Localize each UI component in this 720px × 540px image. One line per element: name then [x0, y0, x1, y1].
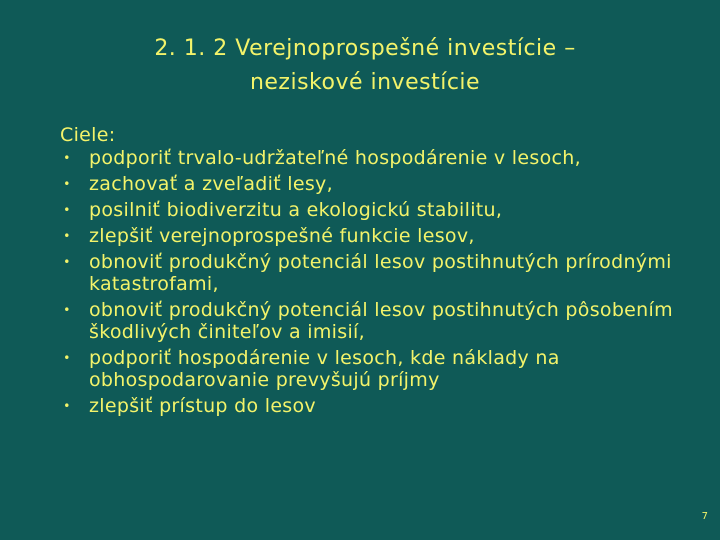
list-item — [60, 251, 680, 295]
bullet-icon: • — [63, 399, 71, 413]
list-item-text: zachovať a zveľadiť lesy, — [89, 173, 333, 195]
list-item-text: podporiť hospodárenie v lesoch, kde náklady na obhospodarovanie prevyšujú príjmy — [89, 347, 560, 391]
bullet-icon: • — [63, 151, 71, 165]
list-item-text: podporiť trvalo-udržateľné hospodárenie v lesoch, — [89, 147, 581, 169]
list-item-text: posilniť biodiverzitu a ekologickú stabilitu, — [89, 199, 503, 221]
list-item — [60, 299, 680, 343]
bullet-icon: • — [63, 203, 71, 217]
goals-heading: Ciele: — [60, 124, 116, 146]
bullet-icon: • — [63, 229, 71, 243]
bullet-icon: • — [63, 351, 71, 365]
bullet-icon: • — [63, 177, 71, 191]
bullet-icon: • — [63, 303, 71, 317]
list-item — [60, 225, 680, 247]
slide-body — [60, 124, 680, 421]
slide-title — [40, 32, 690, 100]
list-item-text: zlepšiť prístup do lesov — [89, 395, 316, 417]
list-item — [60, 347, 680, 391]
page-number: 7 — [701, 511, 708, 522]
list-item — [60, 147, 680, 169]
list-item — [60, 199, 680, 221]
list-item-text: obnoviť produkčný potenciál lesov postihnutých pôsobením škodlivých činiteľov a imisií, — [89, 299, 673, 343]
slide-title-line-1: 2. 1. 2 Verejnoprospešné investície – — [154, 36, 576, 61]
list-item — [60, 395, 680, 417]
slide-title-line-2: neziskové investície — [249, 70, 481, 95]
bullet-icon: • — [63, 255, 71, 269]
list-item-text: zlepšiť verejnoprospešné funkcie lesov, — [89, 225, 475, 247]
list-item-text: obnoviť produkčný potenciál lesov postihnutých prírodnými katastrofami, — [89, 251, 672, 295]
goals-list — [60, 147, 680, 417]
list-item — [60, 173, 680, 195]
